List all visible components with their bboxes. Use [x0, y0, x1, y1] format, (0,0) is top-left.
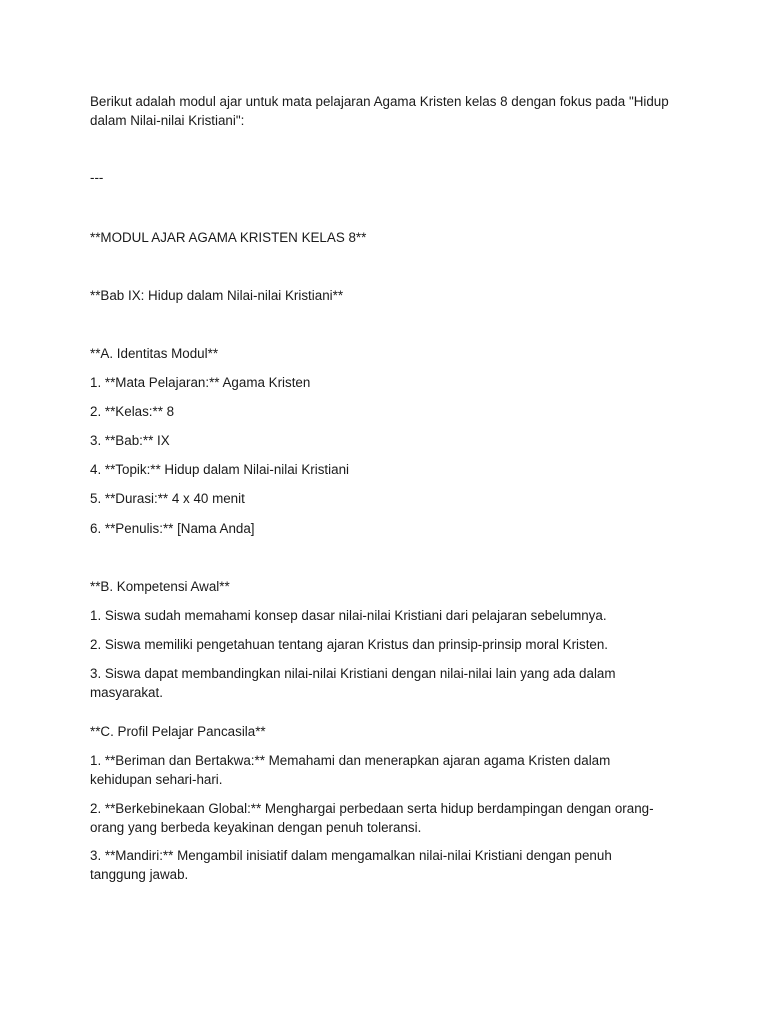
- section-b-item: 1. Siswa sudah memahami konsep dasar nilai-nilai Kristiani dari pelajaran sebelumnya.: [90, 608, 607, 623]
- section-c-item: 2. **Berkebinekaan Global:** Menghargai perbedaan serta hidup berdampingan dengan orang-orang yang berbeda keyakinan dengan penuh toleransi.: [90, 801, 654, 835]
- chapter-title: **Bab IX: Hidup dalam Nilai-nilai Kristiani**: [90, 288, 344, 303]
- module-title: **MODUL AJAR AGAMA KRISTEN KELAS 8**: [90, 230, 367, 245]
- section-c-item: 3. **Mandiri:** Mengambil inisiatif dalam mengamalkan nilai-nilai Kristiani dengan penuh tanggung jawab.: [90, 848, 612, 882]
- section-a-item: 5. **Durasi:** 4 x 40 menit: [90, 491, 245, 506]
- separator-line: ---: [90, 170, 104, 185]
- section-a-item: 4. **Topik:** Hidup dalam Nilai-nilai Kristiani: [90, 462, 349, 477]
- section-a-heading: **A. Identitas Modul**: [90, 346, 219, 361]
- section-b-item: 2. Siswa memiliki pengetahuan tentang ajaran Kristus dan prinsip-prinsip moral Kristen.: [90, 637, 609, 652]
- section-b-heading: **B. Kompetensi Awal**: [90, 579, 230, 594]
- section-a-item: 1. **Mata Pelajaran:** Agama Kristen: [90, 375, 311, 390]
- section-a-item: 2. **Kelas:** 8: [90, 404, 175, 419]
- section-a-item: 6. **Penulis:** [Nama Anda]: [90, 521, 255, 536]
- section-c-item: 1. **Beriman dan Bertakwa:** Memahami dan menerapkan ajaran agama Kristen dalam kehidupan sehari-hari.: [90, 753, 611, 787]
- intro-paragraph: Berikut adalah modul ajar untuk mata pelajaran Agama Kristen kelas 8 dengan fokus pada "Hidup dalam Nilai-nilai Kristiani":: [90, 94, 669, 128]
- section-b-item: 3. Siswa dapat membandingkan nilai-nilai Kristiani dengan nilai-nilai lain yang ada dalam masyarakat.: [90, 666, 616, 700]
- section-c-heading: **C. Profil Pelajar Pancasila**: [90, 724, 266, 739]
- section-a-item: 3. **Bab:** IX: [90, 433, 170, 448]
